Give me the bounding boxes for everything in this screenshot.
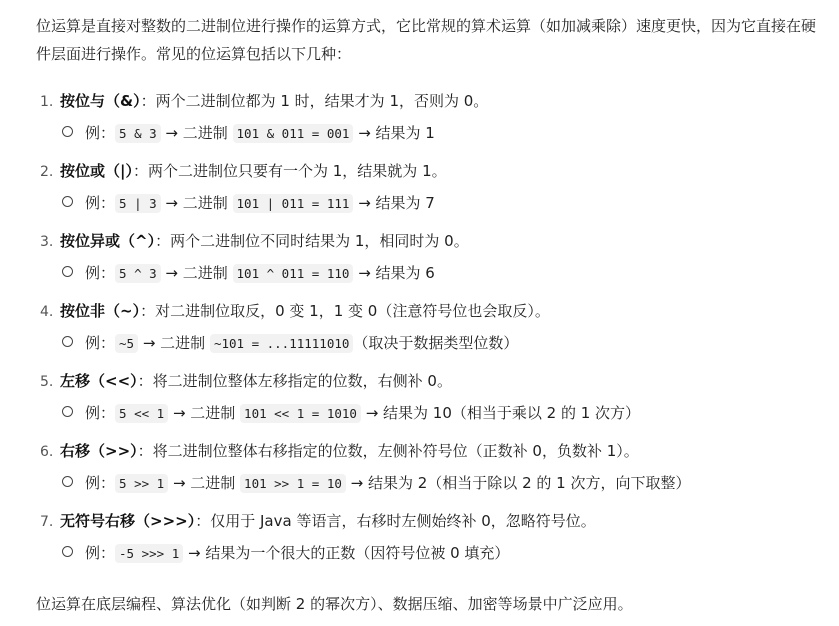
circle-bullet-icon: [62, 196, 73, 207]
item-number: 3.: [40, 234, 54, 250]
example-label: 例：: [85, 474, 116, 492]
item-description: ：两个二进制位不同时结果为 1，相同时为 0。: [155, 232, 469, 250]
inline-code: ~5: [115, 334, 138, 353]
outro-paragraph: 位运算在底层编程、算法优化（如判断 2 的幂次方）、数据压缩、加密等场景中广泛应用。: [36, 595, 633, 613]
item-number: 6.: [40, 444, 54, 460]
item-term: 按位与（&）: [60, 92, 141, 110]
example-line: [62, 190, 435, 216]
circle-bullet-icon: [62, 126, 73, 137]
list-item-unsigned-right-shift: [0, 508, 839, 578]
item-heading: [40, 298, 550, 324]
item-heading: [40, 508, 596, 534]
example-line: [62, 330, 518, 356]
circle-bullet-icon: [62, 546, 73, 557]
inline-code: 5 | 3: [115, 194, 161, 213]
item-number: 5.: [40, 374, 54, 390]
example-line: [62, 120, 435, 146]
example-result: → 结果为 6: [353, 264, 435, 282]
circle-bullet-icon: [62, 406, 73, 417]
example-text: → 二进制: [160, 264, 233, 282]
item-description: ：对二进制位取反，0 变 1，1 变 0（注意符号位也会取反）。: [140, 302, 550, 320]
example-line: [62, 540, 509, 566]
item-term: 按位异或（^）: [60, 232, 156, 250]
item-description: ：将二进制位整体左移指定的位数，右侧补 0。: [137, 372, 452, 390]
example-text: → 二进制: [138, 334, 210, 352]
item-term: 左移（<<）: [60, 372, 138, 390]
example-text: → 二进制: [160, 194, 233, 212]
item-heading: [40, 368, 452, 394]
item-description: ：两个二进制位都为 1 时，结果才为 1，否则为 0。: [140, 92, 489, 110]
list-item-and: [0, 88, 839, 158]
example-result: → 结果为 10（相当于乘以 2 的 1 次方）: [360, 404, 641, 422]
inline-code: 101 << 1 = 1010: [240, 404, 361, 423]
item-heading: [40, 438, 639, 464]
list-item-xor: [0, 228, 839, 298]
example-line: [62, 260, 435, 286]
item-heading: [40, 88, 488, 114]
item-number: 4.: [40, 304, 54, 320]
list-item-right-shift: [0, 438, 839, 508]
intro-paragraph: 位运算是直接对整数的二进制位进行操作的运算方式，它比常规的算术运算（如加减乘除）速度更快，因为它直接在硬件层面进行操作。常见的位运算包括以下几种：: [36, 17, 817, 63]
item-number: 1.: [40, 94, 54, 110]
circle-bullet-icon: [62, 336, 73, 347]
item-number: 2.: [40, 164, 54, 180]
example-text: → 二进制: [168, 474, 241, 492]
item-description: ：将二进制位整体右移指定的位数，左侧补符号位（正数补 0，负数补 1）。: [137, 442, 639, 460]
example-line: [62, 470, 690, 496]
circle-bullet-icon: [62, 266, 73, 277]
item-term: 按位非（~）: [60, 302, 141, 320]
example-result: → 结果为 2（相当于除以 2 的 1 次方，向下取整）: [345, 474, 691, 492]
list-item-left-shift: [0, 368, 839, 438]
inline-code: 5 << 1: [115, 404, 168, 423]
inline-code: ~101 = ...11111010: [210, 334, 353, 353]
item-term: 右移（>>）: [60, 442, 138, 460]
example-label: 例：: [85, 264, 116, 282]
inline-code: 101 & 011 = 001: [233, 124, 354, 143]
inline-code: 101 | 011 = 111: [233, 194, 354, 213]
example-label: 例：: [85, 194, 116, 212]
item-description: ：仅用于 Java 等语言，右移时左侧始终补 0，忽略符号位。: [195, 512, 596, 530]
inline-code: 101 >> 1 = 10: [240, 474, 346, 493]
example-text: → 二进制: [168, 404, 241, 422]
list-item-not: [0, 298, 839, 368]
example-label: 例：: [85, 124, 116, 142]
example-line: [62, 400, 640, 426]
inline-code: -5 >>> 1: [115, 544, 183, 563]
example-result: → 结果为 1: [353, 124, 435, 142]
example-label: 例：: [85, 334, 116, 352]
item-heading: [40, 158, 447, 184]
inline-code: 5 >> 1: [115, 474, 168, 493]
item-term: 无符号右移（>>>）: [60, 512, 196, 530]
example-result: （取决于数据类型位数）: [353, 334, 519, 352]
item-term: 按位或（|）: [60, 162, 133, 180]
example-label: 例：: [85, 544, 116, 562]
item-heading: [40, 228, 469, 254]
bitwise-operator-list: [0, 88, 839, 578]
list-item-or: [0, 158, 839, 228]
inline-code: 5 & 3: [115, 124, 161, 143]
example-text: → 二进制: [160, 124, 233, 142]
circle-bullet-icon: [62, 476, 73, 487]
example-result: → 结果为 7: [353, 194, 435, 212]
inline-code: 101 ^ 011 = 110: [233, 264, 354, 283]
inline-code: 5 ^ 3: [115, 264, 161, 283]
example-label: 例：: [85, 404, 116, 422]
example-text: → 结果为一个很大的正数（因符号位被 0 填充）: [183, 544, 510, 562]
item-description: ：两个二进制位只要有一个为 1，结果就为 1。: [132, 162, 447, 180]
item-number: 7.: [40, 514, 54, 530]
